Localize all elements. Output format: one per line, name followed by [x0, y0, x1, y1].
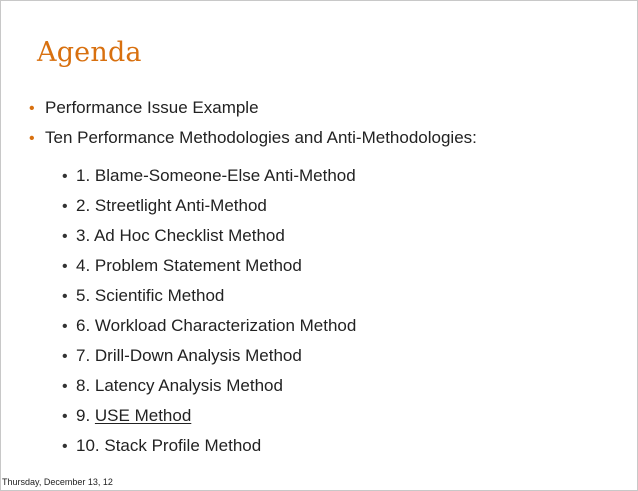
sub-bullet-item: [62, 346, 302, 367]
bullet-dot-icon: •: [62, 258, 68, 275]
use-method-link[interactable]: USE Method: [94, 406, 192, 425]
bullet-text: Ten Performance Methodologies and Anti-Methodologies:: [45, 128, 477, 147]
bullet-item: [29, 128, 477, 149]
sub-bullet-item: [62, 166, 356, 187]
bullet-dot-icon: •: [62, 378, 68, 395]
sub-bullet-text: 6. Workload Characterization Method: [76, 316, 357, 335]
sub-bullet-text: 10. Stack Profile Method: [76, 436, 262, 455]
sub-bullet-text: 1. Blame-Someone-Else Anti-Method: [76, 166, 356, 185]
bullet-dot-icon: •: [62, 438, 68, 455]
bullet-item: [29, 98, 259, 119]
sub-bullet-text: 7. Drill-Down Analysis Method: [76, 346, 302, 365]
bullet-dot-icon: •: [29, 100, 35, 117]
bullet-dot-icon: •: [62, 288, 68, 305]
bullet-dot-icon: •: [62, 318, 68, 335]
bullet-text: Performance Issue Example: [45, 98, 259, 117]
bullet-dot-icon: •: [62, 198, 68, 215]
sub-bullet-item: [62, 376, 283, 397]
footer-date: Thursday, December 13, 12: [2, 477, 113, 487]
sub-bullet-item: [62, 406, 191, 427]
sub-bullet-text: 3. Ad Hoc Checklist Method: [76, 226, 285, 245]
sub-bullet-text: 9.: [76, 406, 95, 425]
sub-bullet-text: 8. Latency Analysis Method: [76, 376, 283, 395]
sub-bullet-item: [62, 316, 356, 337]
sub-bullet-item: [62, 286, 224, 307]
sub-bullet-text: 5. Scientific Method: [76, 286, 225, 305]
sub-bullet-text: 2. Streetlight Anti-Method: [76, 196, 267, 215]
bullet-dot-icon: •: [62, 348, 68, 365]
bullet-dot-icon: •: [62, 408, 68, 425]
sub-bullet-item: [62, 256, 302, 277]
sub-bullet-item: [62, 436, 261, 457]
sub-bullet-item: [62, 226, 285, 247]
bullet-dot-icon: •: [29, 130, 35, 147]
bullet-dot-icon: •: [62, 168, 68, 185]
sub-bullet-item: [62, 196, 267, 217]
slide-title: Agenda: [37, 37, 142, 68]
sub-bullet-text: 4. Problem Statement Method: [76, 256, 302, 275]
bullet-dot-icon: •: [62, 228, 68, 245]
